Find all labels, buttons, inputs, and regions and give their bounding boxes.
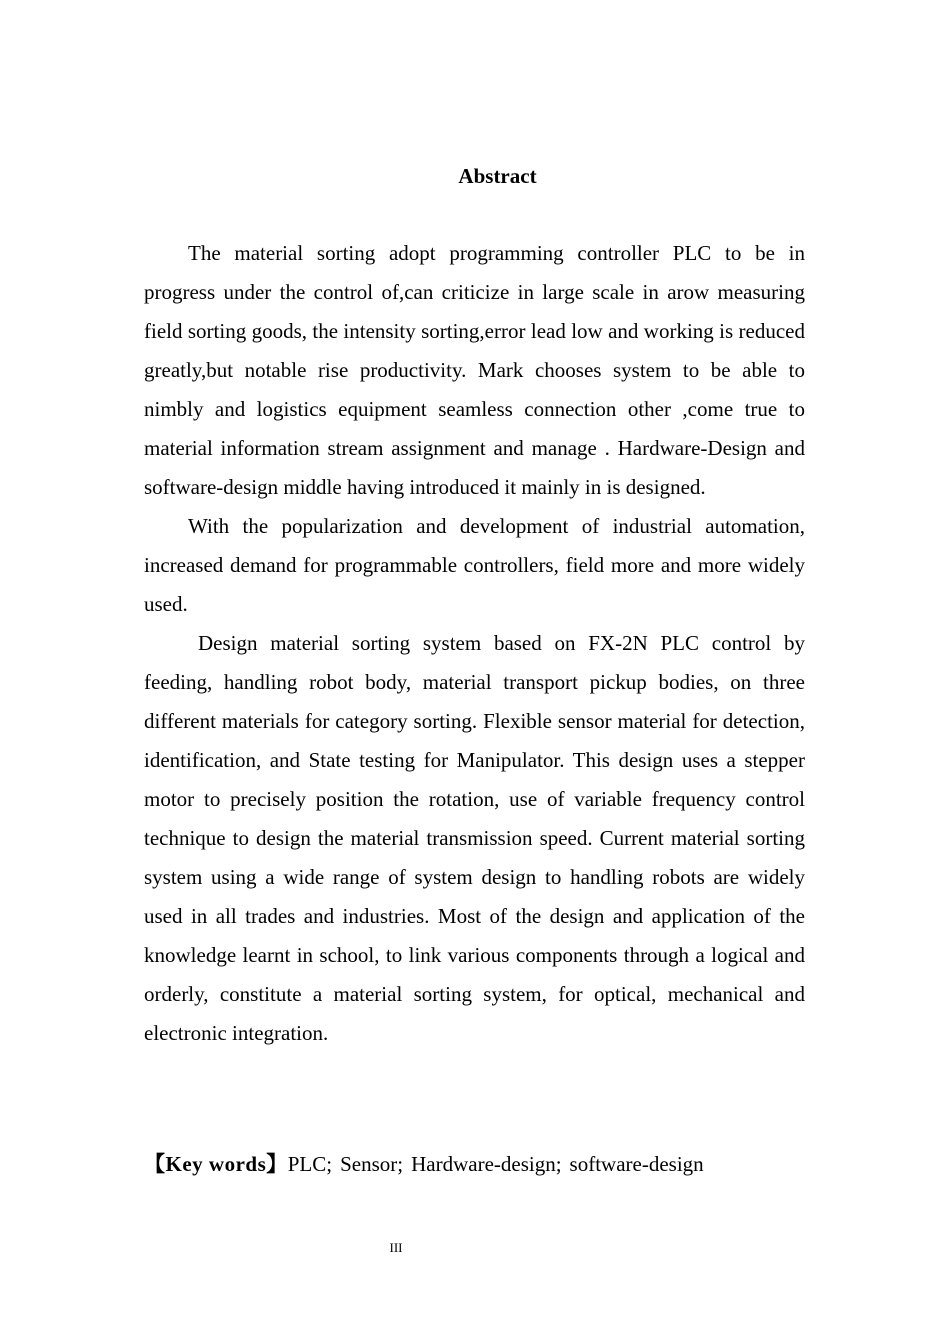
abstract-paragraph-3: Design material sorting system based on FX-2N PLC control by feeding, handling robot body, material transport pickup bodies, on three different materials for category sorting. Flexible sensor material for detection, identification, and State testing for Manipulator. This design uses a stepper motor to precisely position the rotation, use of variable frequency control technique to design the material transmission speed. Current material sorting system using a wide range of system design to handling robots are widely used in all trades and industries. Most of the design and application of the knowledge learnt in school, to link various components through a logical and orderly, constitute a material sorting system, for optical, mechanical and electronic integration. xyxy=(144,631,805,1045)
abstract-paragraph-1: The material sorting adopt programming controller PLC to be in progress under the control of,can criticize in large scale in arow measuring field sorting goods, the intensity sorting,error lead low and working is reduced greatly,but notable rise productivity. Mark chooses system to be able to nimbly and logistics equipment seamless connection other ,come true to material information stream assignment and manage . Hardware-Design and software-design middle having introduced it mainly in is designed. xyxy=(144,241,805,499)
keyword-item: software-design xyxy=(569,1152,704,1176)
keywords-line xyxy=(144,1146,805,1182)
abstract-paragraph-2: With the popularization and development of industrial automation, increased demand for programmable controllers, field more and more widely used. xyxy=(144,514,805,616)
keywords-label: 【Key words】 xyxy=(144,1152,288,1176)
keyword-item: PLC; xyxy=(287,1152,333,1176)
keyword-item: Sensor; xyxy=(340,1152,404,1176)
abstract-body xyxy=(144,234,805,1053)
keyword-item: Hardware-design; xyxy=(411,1152,562,1176)
abstract-title: Abstract xyxy=(458,164,537,188)
page-number: III xyxy=(389,1240,403,1255)
